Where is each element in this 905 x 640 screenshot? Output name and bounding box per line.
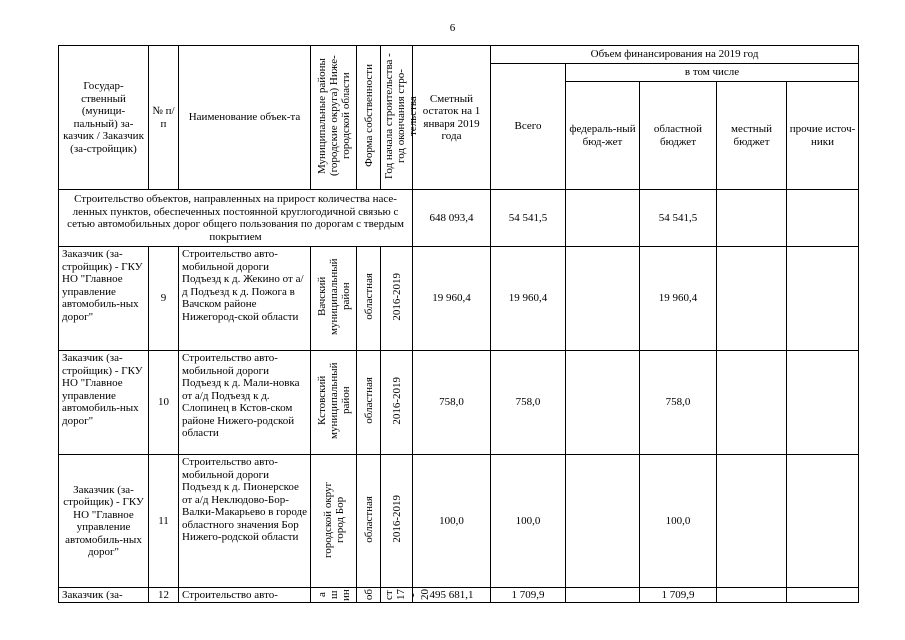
- page-number: 6: [449, 22, 456, 34]
- row-estimate: 758,0: [413, 351, 491, 455]
- row-other: [787, 351, 859, 455]
- row-years: 2016-2019: [381, 455, 413, 588]
- row-ownership: областная: [357, 351, 381, 455]
- row-number: 11: [149, 455, 179, 588]
- financing-table: [58, 45, 859, 603]
- row-local: [717, 247, 787, 351]
- row-object-name: Строительство авто-мобильной дороги Подъезд к д. Жекино от а/д Подъезд к д. Пожога в Вачском районе Нижегород-ской области: [179, 247, 311, 351]
- section-regional: 54 541,5: [640, 190, 717, 247]
- row-total: 758,0: [491, 351, 566, 455]
- row-other: [787, 247, 859, 351]
- row-regional: 758,0: [640, 351, 717, 455]
- row-number: 12: [149, 588, 179, 603]
- section-title: Строительство объектов, направленных на прирост количества насе-ленных пунктов, обеспеченных постоянной круглогодичной связью с сетью автомобильных дорог общего пользования по дорогам с твердым покрытием: [59, 190, 413, 247]
- header-ownership: Форма собственности: [357, 46, 381, 190]
- header-district: Муниципальные районы (городские округа) Ниже-городской области: [311, 46, 357, 190]
- row-federal: [566, 455, 640, 588]
- row-customer: Заказчик (за-стройщик) - ГКУ НО "Главное управление автомобиль-ных дорог": [59, 247, 149, 351]
- table-row: [59, 455, 859, 588]
- row-local: [717, 588, 787, 603]
- row-federal: [566, 247, 640, 351]
- row-object-name: Строительство авто-мобильной дороги Подъезд к д. Пионерское от а/д Неклюдово-Бор-Валки-Макарьево в городе областного значения Бор Нижего-родской области: [179, 455, 311, 588]
- row-customer: Заказчик (за-стройщик) - ГКУ НО "Главное управление автомобиль-ных дорог": [59, 455, 149, 588]
- row-years: 2016-2019: [381, 247, 413, 351]
- row-ownership: об: [357, 588, 381, 603]
- section-other: [787, 190, 859, 247]
- section-row: [59, 190, 859, 247]
- row-years: 2016-2019: [381, 351, 413, 455]
- row-total: 1 709,9: [491, 588, 566, 603]
- row-estimate: 495 681,1: [413, 588, 491, 603]
- row-customer: Заказчик (за-: [59, 588, 149, 603]
- header-object-name: Наименование объек-та: [179, 46, 311, 190]
- row-number: 9: [149, 247, 179, 351]
- row-district: Вачский муниципальный район: [311, 247, 357, 351]
- row-district: а ш ин: [311, 588, 357, 603]
- header-number: № п/п: [149, 46, 179, 190]
- header-local: местный бюджет: [717, 82, 787, 190]
- header-regional: областной бюджет: [640, 82, 717, 190]
- row-local: [717, 455, 787, 588]
- header-estimate: Сметный остаток на 1 января 2019 года: [413, 46, 491, 190]
- header-including: в том числе: [566, 64, 859, 82]
- row-regional: 1 709,9: [640, 588, 717, 603]
- row-federal: [566, 351, 640, 455]
- row-district: Кстовский муниципальный район: [311, 351, 357, 455]
- row-ownership: областная: [357, 247, 381, 351]
- row-total: 100,0: [491, 455, 566, 588]
- section-federal: [566, 190, 640, 247]
- table-row: [59, 588, 859, 603]
- section-estimate: 648 093,4: [413, 190, 491, 247]
- row-regional: 19 960,4: [640, 247, 717, 351]
- table-row: [59, 247, 859, 351]
- header-federal: федераль-ный бюд-жет: [566, 82, 640, 190]
- header-other: прочие источ-ники: [787, 82, 859, 190]
- row-local: [717, 351, 787, 455]
- row-total: 19 960,4: [491, 247, 566, 351]
- row-number: 10: [149, 351, 179, 455]
- row-other: [787, 588, 859, 603]
- header-total: Всего: [491, 64, 566, 190]
- row-other: [787, 455, 859, 588]
- row-ownership: областная: [357, 455, 381, 588]
- row-regional: 100,0: [640, 455, 717, 588]
- row-years: ст 17 - 20: [381, 588, 413, 603]
- row-object-name: Строительство авто-мобильной дороги Подъезд к д. Мали-новка от а/д Подъезд к д. Слопинец в Кстов-ском районе Нижего-родской области: [179, 351, 311, 455]
- row-customer: Заказчик (за-стройщик) - ГКУ НО "Главное управление автомобиль-ных дорог": [59, 351, 149, 455]
- section-local: [717, 190, 787, 247]
- row-federal: [566, 588, 640, 603]
- header-funding-title: Объем финансирования на 2019 год: [491, 46, 859, 64]
- section-total: 54 541,5: [491, 190, 566, 247]
- row-estimate: 19 960,4: [413, 247, 491, 351]
- table-row: [59, 351, 859, 455]
- row-district: городской округ город Бор: [311, 455, 357, 588]
- header-years: Год начала строительства - год окончания стро-тельства: [381, 46, 413, 190]
- row-estimate: 100,0: [413, 455, 491, 588]
- row-object-name: Строительство авто-: [179, 588, 311, 603]
- header-customer: Государ-ственный (муници-пальный) за-казчик / Заказчик (за-стройщик): [59, 46, 149, 190]
